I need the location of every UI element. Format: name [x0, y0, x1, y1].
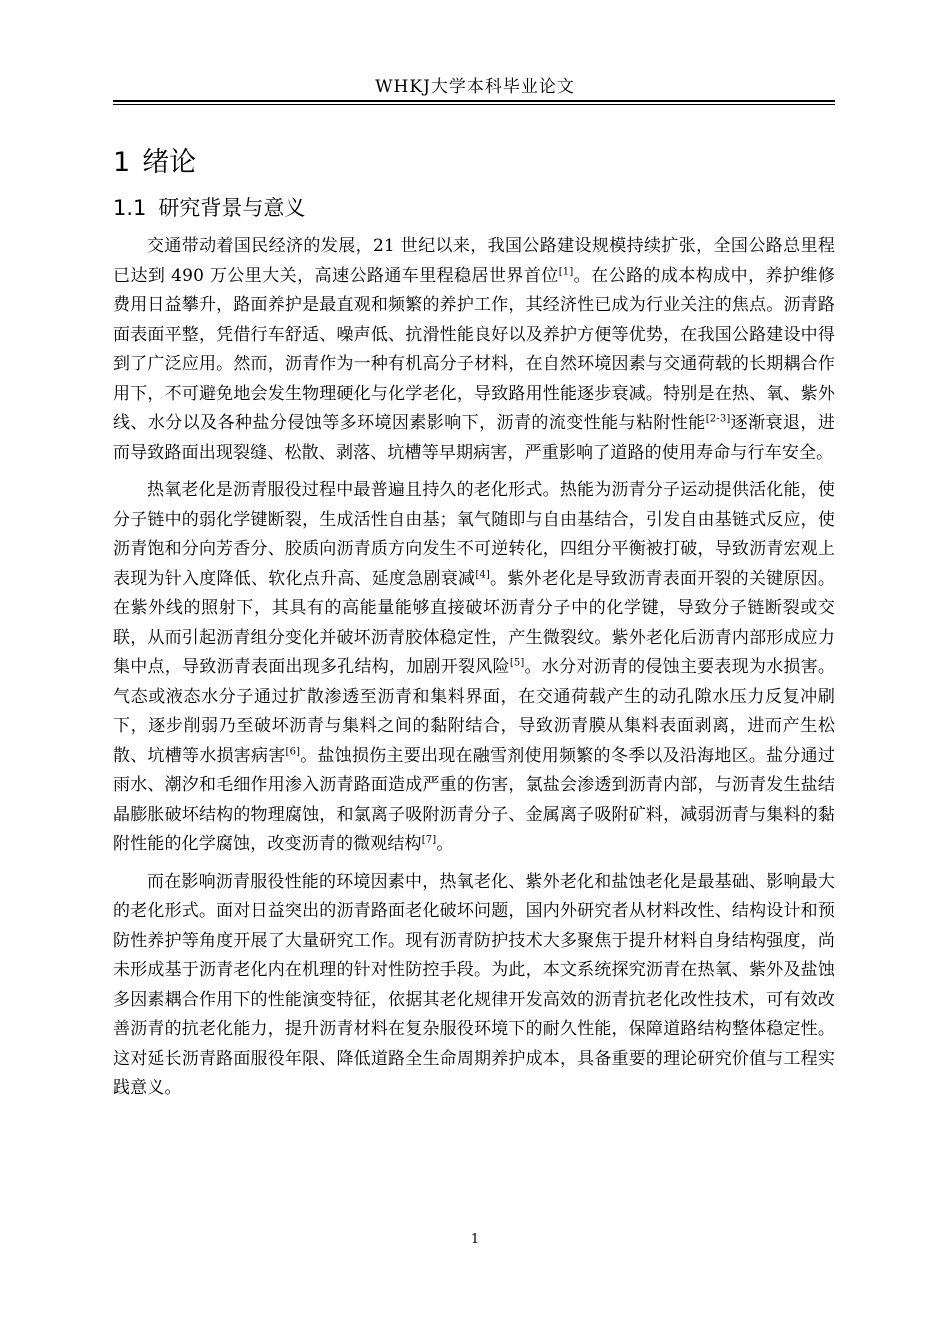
page-number: 1	[470, 1232, 480, 1247]
body-paragraph	[113, 232, 835, 468]
chapter-heading	[113, 140, 835, 178]
paragraph-text: 热氧老化是沥青服役过程中最普遍且持久的老化形式。热能为沥青分子运动提供活化能，使分子链中的弱化学键断裂，生成活性自由基；氧气随即与自由基结合，引发自由基链式反应，使沥青饱和分向芳香分、胶质向沥青质方向发生不可逆转化，四组分平衡被打破，导致沥青宏观上表现为针入度降低、软化点升高、延度急剧衰减	[113, 480, 835, 589]
citation-marker: [1]	[558, 265, 574, 277]
citation-marker: [2-3]	[705, 413, 731, 425]
body-text	[113, 232, 835, 1104]
section-heading	[113, 192, 835, 226]
paragraph-text: 交通带动着国民经济的发展，21 世纪以来，我国公路建设规模持续扩张，全国公路总里程已达到 490 万公里大关，高速公路通车里程稳居世界首位	[113, 236, 835, 286]
page-header	[0, 72, 950, 97]
paragraph-text: 逐渐衰退，进而导致路面出现裂缝、松散、剥落、坑槽等早期病害，严重影响了道路的使用寿命与行车安全。	[113, 413, 835, 463]
header-rule-thin	[113, 104, 835, 105]
paragraph-text: 而在影响沥青服役性能的环境因素中，热氧老化、紫外老化和盐蚀老化是最基础、影响最大的老化形式。面对日益突出的沥青路面老化破坏问题，国内外研究者从材料改性、结构设计和预防性养护等角度开展了大量研究工作。现有沥青防护技术大多聚焦于提升材料自身结构强度，尚未形成基于沥青老化内在机理的针对性防控手段。为此，本文系统探究沥青在热氧、紫外及盐蚀多因素耦合作用下的性能演变特征，依据其老化规律开发高效的沥青抗老化改性技术，可有效改善沥青的抗老化能力，提升沥青材料在复杂服役环境下的耐久性能，保障道路结构整体稳定性。这对延长沥青路面服役年限、降低道路全生命周期养护成本，具备重要的理论研究价值与工程实践意义。	[113, 871, 835, 1098]
citation-marker: [5]	[509, 657, 525, 669]
paragraph-text: 。水分对沥青的侵蚀主要表现为水损害。气态或液态水分子通过扩散渗透至沥青和集料界面，在交通荷载产生的动孔隙水压力反复冲刷下，逐步削弱乃至破坏沥青与集料之间的黏附结合，导致沥青膜从集料表面剥离，进而产生松散、坑槽等水损害病害	[113, 657, 836, 766]
section-title: 研究背景与意义	[158, 196, 306, 220]
body-paragraph	[113, 868, 835, 1104]
paragraph-text: 。在公路的成本构成中，养护维修费用日益攀升，路面养护是最直观和频繁的养护工作，其经济性已成为行业关注的焦点。沥青路面表面平整，凭借行车舒适、噪声低、抗滑性能良好以及养护方便等优势，在我国公路建设中得到了广泛应用。然而，沥青作为一种有机高分子材料，在自然环境因素与交通荷载的长期耦合作用下，不可避免地会发生物理硬化与化学老化，导致路用性能逐步衰减。特别是在热、氧、紫外线、水分以及各种盐分侵蚀等多环境因素影响下，沥青的流变性能与粘附性能	[113, 265, 835, 433]
section-number: 1.1	[113, 196, 147, 220]
header-rule-thick	[113, 100, 835, 102]
header-title: WHKJ大学本科毕业论文	[375, 77, 575, 97]
chapter-number: 1	[113, 147, 131, 178]
paragraph-text: 。盐蚀损伤主要出现在融雪剂使用频繁的冬季以及沿海地区。盐分通过雨水、潮汐和毛细作用渗入沥青路面造成严重的伤害，氯盐会渗透到沥青内部，与沥青发生盐结晶膨胀破坏结构的物理腐蚀，和氯离子吸附沥青分子、金属离子吸附矿料，减弱沥青与集料的黏附性能的化学腐蚀，改变沥青的微观结构	[113, 745, 835, 854]
paragraph-text: 。	[436, 834, 454, 854]
main-content	[113, 140, 835, 1112]
citation-marker: [4]	[475, 568, 490, 580]
chapter-title: 绪论	[142, 147, 197, 178]
citation-marker: [6]	[285, 745, 301, 757]
body-paragraph	[113, 476, 835, 860]
paragraph-text: 。紫外老化是导致沥青表面开裂的关键原因。在紫外线的照射下，其具有的高能量能够直接破坏沥青分子中的化学键，导致分子链断裂或交联，从而引起沥青组分变化并破坏沥青胶体稳定性，产生微裂纹。紫外老化后沥青内部形成应力集中点，导致沥青表面出现多孔结构，加剧开裂风险	[113, 568, 835, 677]
citation-marker: [7]	[421, 834, 437, 846]
